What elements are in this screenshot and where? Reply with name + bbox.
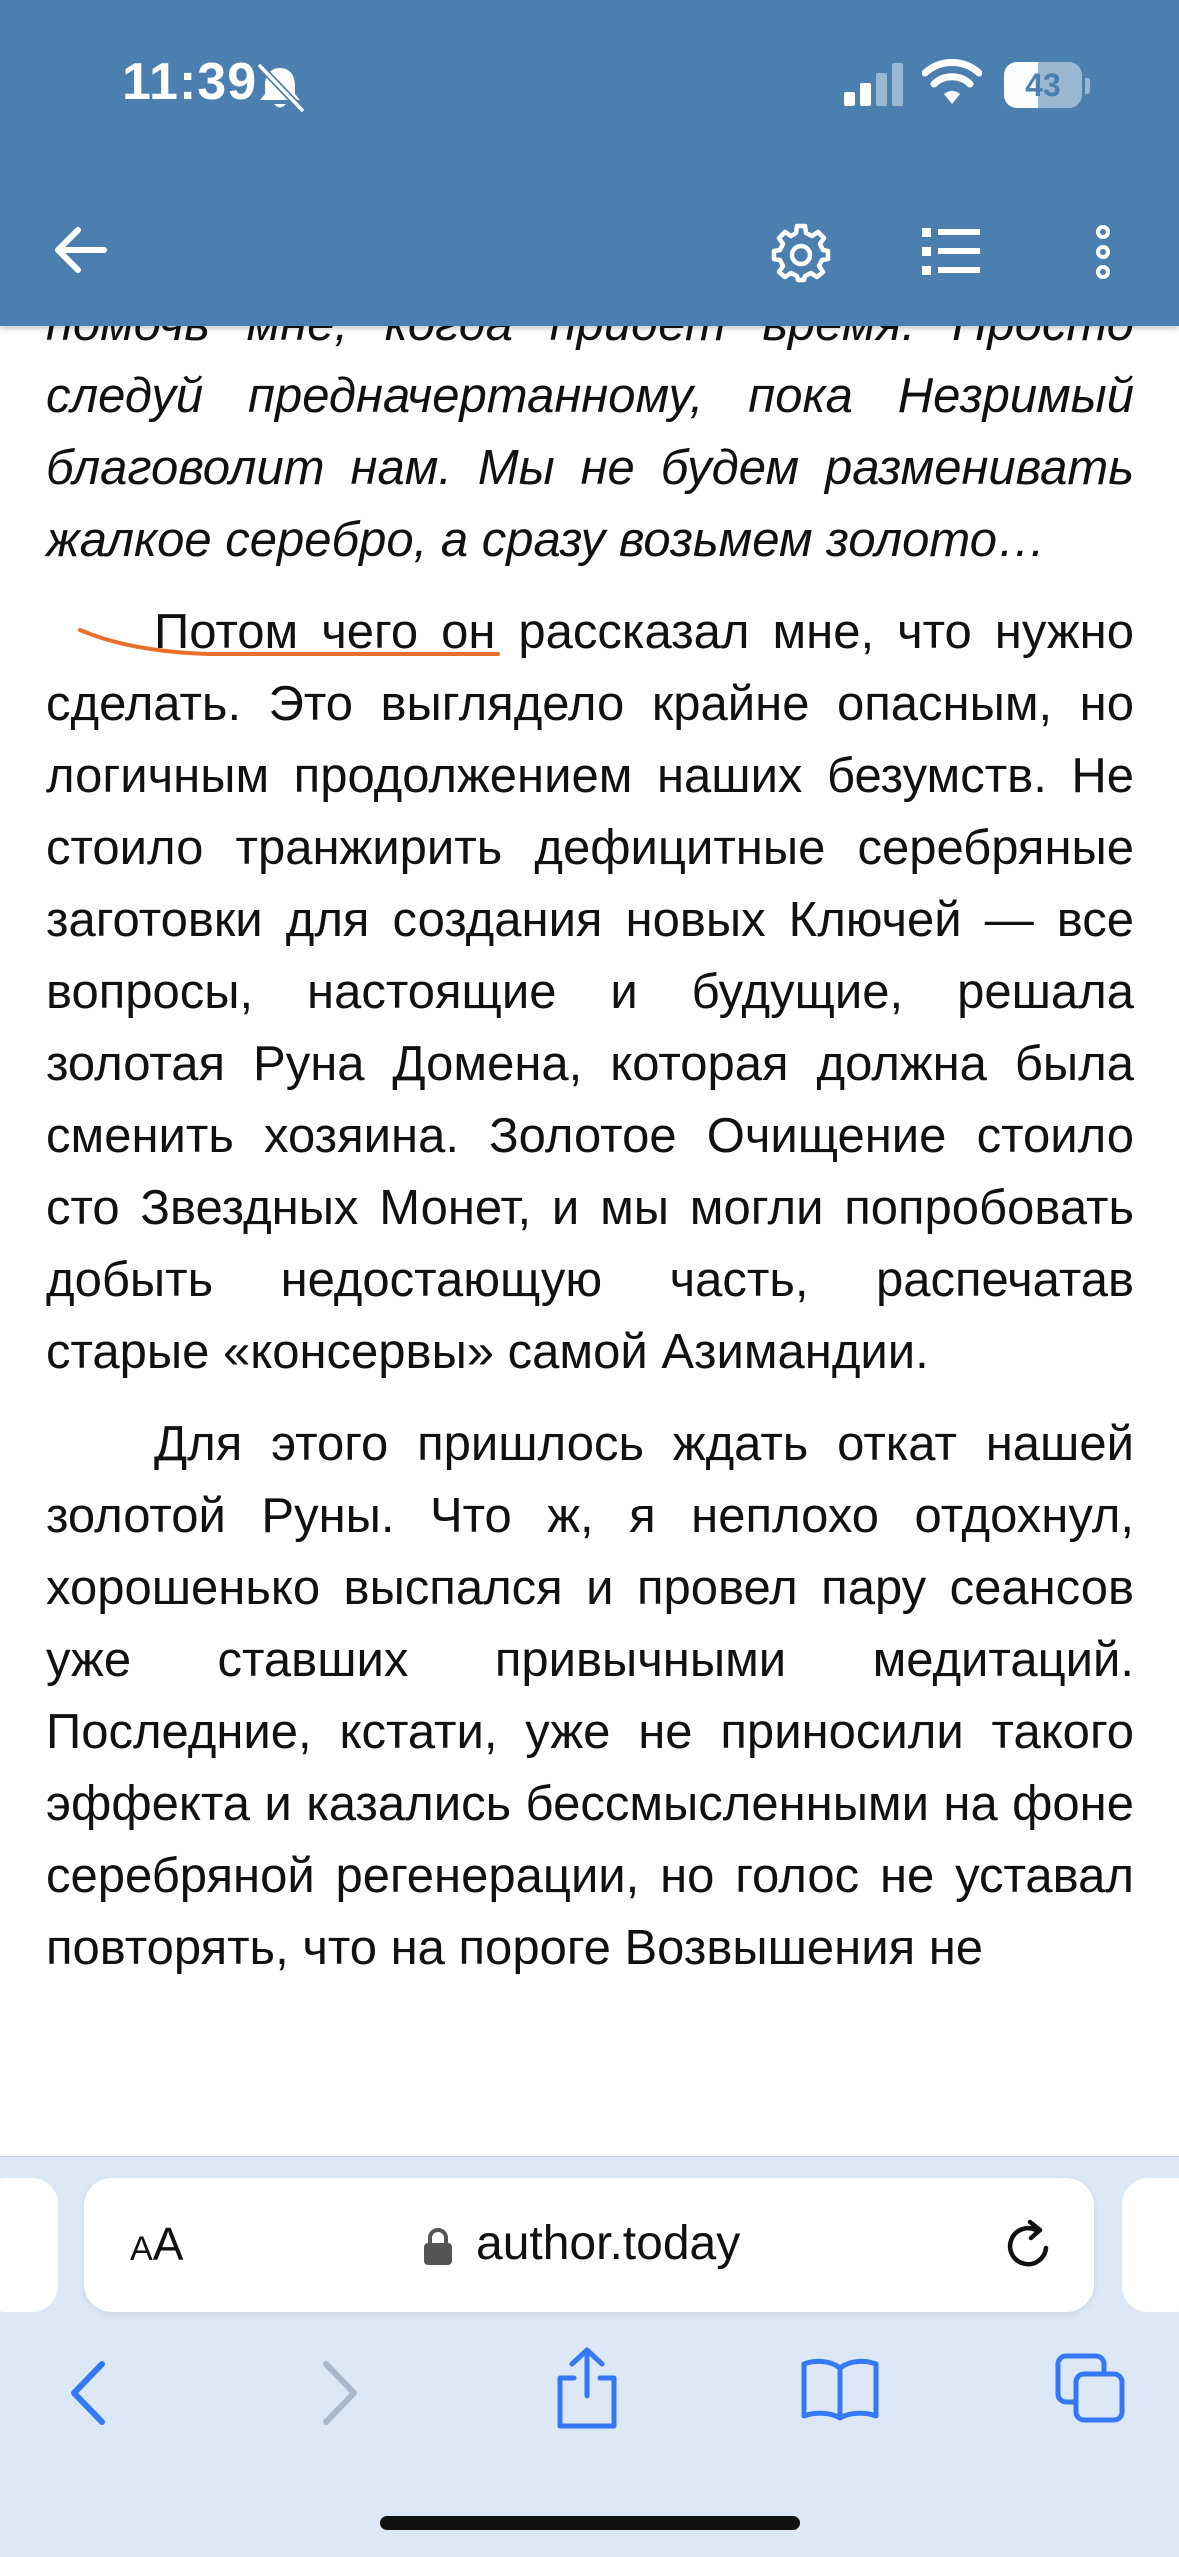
arrow-left-icon[interactable] [52,220,112,280]
more-vertical-icon[interactable] [1088,222,1118,282]
list-icon[interactable] [920,222,982,282]
chapter-text [46,288,1134,2004]
paragraph: следуй предначертанному, пока Незримый благоволит нам. Мы не будем разменивать жалкое серебро, а сразу возьмем золото… [46,369,1134,567]
battery-icon [1004,62,1082,108]
next-tab-preview[interactable] [1122,2178,1179,2312]
chevron-right-icon[interactable] [316,2358,364,2428]
app-header [0,0,1179,326]
address-bar[interactable] [84,2178,1094,2312]
reload-icon[interactable] [1002,2218,1056,2272]
gear-icon[interactable] [770,222,832,284]
book-icon[interactable] [800,2356,880,2422]
home-indicator[interactable] [380,2516,800,2530]
text-size-button[interactable]: AA [130,2218,184,2270]
handwritten-underline [78,612,508,672]
chevron-left-icon[interactable] [64,2358,112,2428]
paragraph: Для этого пришлось ждать откат нашей золотой Руны. Что ж, я неплохо отдохнул, хорошенько выспался и провел пару сеансов уже ставших привычными медитаций. Последние, кстати, уже не приносили такого эффекта и казались бессмысленными на фоне серебряной регенерации, но голос не уставал повторять, что на пороге Возвышения не [46,1417,1134,1975]
signal-icon [842,62,906,108]
bell-slash-icon [252,60,308,116]
url-text: author.today [476,2217,741,2270]
previous-tab-preview[interactable] [0,2178,58,2312]
wifi-icon [922,58,982,108]
status-time: 11:39 [122,53,258,111]
tabs-icon[interactable] [1054,2352,1126,2424]
share-icon[interactable] [552,2346,622,2430]
battery-level: 43 [1025,66,1061,103]
lock-icon [422,2226,454,2266]
paragraph: Потом чего он рассказал мне, что нужно сделать. Это выглядело крайне опасным, но логичным продолжением наших безумств. Не стоило транжирить дефицитные серебряные заготовки для создания новых Ключей — все вопросы, настоящие и будущие, решала золотая Руна Домена, которая должна была сменить хозяина. Золотое Очищение стоило сто Звездных Монет, и мы могли попробовать добыть недостающую часть, распечатав старые «консервы» самой Азимандии. [46,605,1134,1379]
